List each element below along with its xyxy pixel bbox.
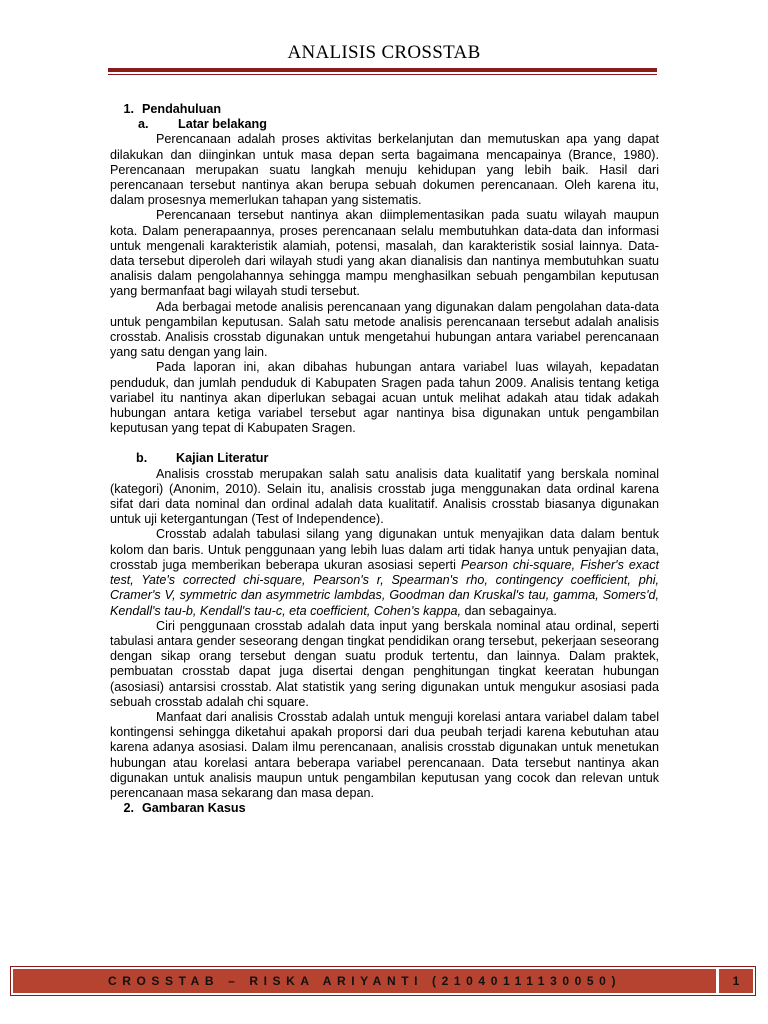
paragraph: Manfaat dari analisis Crosstab adalah untuk menguji korelasi antara variabel dalam tabel kontingensi sehingga diketahui apakah proporsi dari dua peubah terjadi karena kebutuhan atau karena adanya asosiasi. Dalam ilmu perencanaan, analisis crosstab digunakan untuk menetukan hubungan atau korelasi antara beberapa variabel perencanaan. Data tersebut nantinya akan digunakan untuk analisis maupun untuk pengambilan keputusan yang cocok dan relevan untuk perencanaan masa sekarang dan masa depan.	[110, 709, 659, 800]
subsection-label: a.	[138, 117, 149, 132]
subsection-heading-kajian-literatur	[110, 451, 659, 466]
subsection-heading-latar-belakang	[110, 117, 659, 132]
paragraph-text: Crosstab adalah tabulasi silang yang digunakan untuk menyajikan data dalam bentuk kolom dan baris. Untuk penggunaan yang lebih luas dalam arti tidak hanya untuk penyajian data, crosstab juga memberikan beberapa ukuran asosiasi seperti	[110, 527, 659, 572]
header-rule-thick	[108, 68, 657, 72]
paragraph: Pada laporan ini, akan dibahas hubungan antara variabel luas wilayah, kepadatan penduduk, dan jumlah penduduk di Kabupaten Sragen pada tahun 2009. Analisis tentang ketiga variabel itu nantinya akan diperlukan sebagai acuan untuk melihat adakah atau tidak adakah hubungan antara ketiga variabel tersebut agar nantinya bisa digunakan untuk pengambilan keputusan yang tepat di Kabupaten Sragen.	[110, 360, 659, 436]
subsection-title: Latar belakang	[178, 117, 267, 132]
header-rule-thin	[108, 74, 657, 75]
subsection-title: Kajian Literatur	[176, 451, 269, 466]
page-footer	[10, 966, 756, 996]
paragraph: Ciri penggunaan crosstab adalah data input yang berskala nominal atau ordinal, seperti tabulasi antara gender seseorang dengan tingkat pendidikan orang tersebut, pekerjaan seseorang dengan sikap orang tersebut dengan suatu produk tertentu, dan lainnya. Dalam praktek, pembuatan crosstab dapat juga disertai dengan penghitungan tingkat keeratan hubungan (asosiasi) antarsisi crosstab. Alat statistik yang sering digunakan untuk mengukur asosiasi pada sebuah crosstab adalah chi square.	[110, 618, 659, 709]
section-number: 2.	[123, 801, 134, 816]
page-number: 1	[719, 969, 753, 993]
section-number: 1.	[123, 102, 134, 116]
paragraph-with-italics	[110, 527, 659, 618]
spacer	[110, 436, 659, 451]
section-heading-gambaran-kasus	[110, 801, 659, 816]
paragraph-text: dan sebagainya.	[460, 603, 557, 618]
section-title: Pendahuluan	[142, 102, 222, 116]
paragraph: Perencanaan tersebut nantinya akan diimplementasikan pada suatu wilayah maupun kota. Dalam penerapaannya, proses perencanaan selalu membutuhkan data-data dan informasi untuk mengenali karakteristik alamiah, potensi, masalah, dan karakteristik sosial lainnya. Data-data tersebut diperoleh dari wilayah studi yang akan dianalisis dan nantinya membutuhkan suatu analisis dalam pengolahannya sehingga mampu menghasilkan sebuah pengambilan keputusan yang bermanfaat bagi wilayah studi tersebut.	[110, 208, 659, 299]
page-header-title: ANALISIS CROSSTAB	[287, 42, 481, 63]
document-body	[110, 102, 659, 816]
section-heading-pendahuluan	[110, 102, 659, 117]
paragraph: Analisis crosstab merupakan salah satu analisis data kualitatif yang berskala nominal (kategori) (Anonim, 2010). Selain itu, analisis crosstab juga menggunakan data ordinal karena sifat dari data nominal dan ordinal adalah data kualitatif. Analisis crosstab biasanya digunakan untuk uji ketergantungan (Test of Independence).	[110, 466, 659, 527]
subsection-label: b.	[136, 451, 148, 466]
section-title: Gambaran Kasus	[142, 801, 246, 816]
paragraph: Ada berbagai metode analisis perencanaan yang digunakan dalam pengolahan data-data untuk pengambilan keputusan. Salah satu metode analisis perencanaan tersebut adalah analisis crosstab. Analisis crosstab digunakan untuk mengetahui hubungan antara variabel perencanaan yang satu dengan yang lain.	[110, 299, 659, 360]
footer-text: CROSSTAB – RISKA ARIYANTI (21040111130050)	[13, 969, 716, 993]
italic-measure-list: Pearson chi-square, Fisher's exact test, Yate's corrected chi-square, Pearson's r, Spearman's rho, contingency coefficient, phi, Cramer's V, symmetric dan asymmetric lambdas, Goodman dan Kruskal's tau, gamma, Somers'd, Kendall's tau-b, Kendall's tau-c, eta coefficient, Cohen's kappa,	[110, 557, 659, 618]
paragraph: Perencanaan adalah proses aktivitas berkelanjutan dan memutuskan apa yang dapat dilakukan dan diinginkan untuk masa depan serta bagaimana mencapainya (Brance, 1980). Perencanaan merupakan suatu langkah menuju kehidupan yang lebih baik. Hasil dari perencanaan tersebut nantinya akan berupa sebuah dokumen perencanaan. Oleh karena itu, dalam prosesnya memerlukan tahapan yang sistematis.	[110, 132, 659, 208]
